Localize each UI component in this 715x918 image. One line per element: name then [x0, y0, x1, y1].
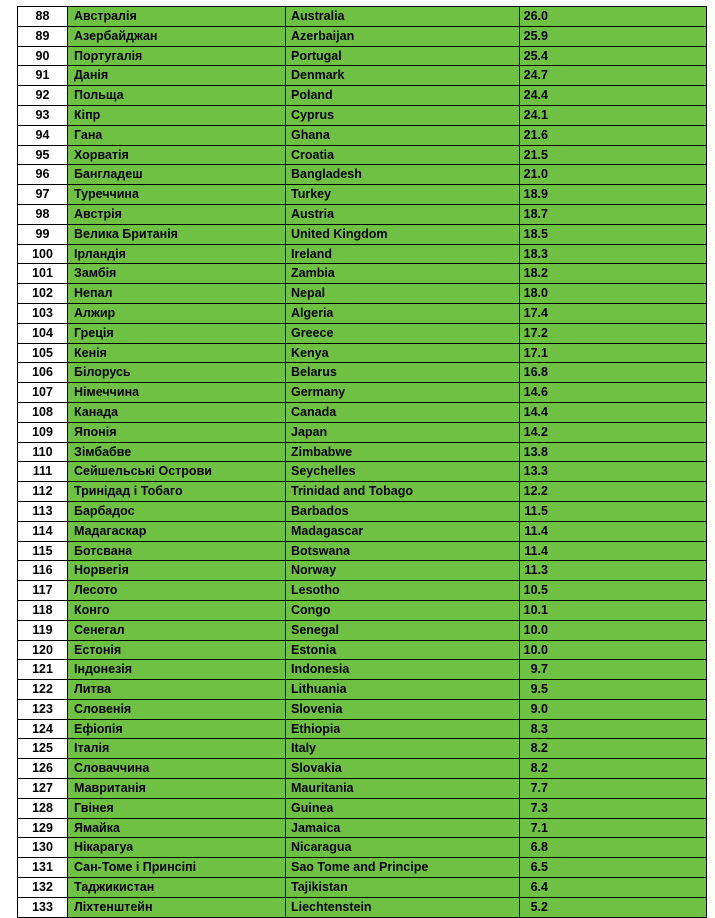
cell-value: 11.4 [520, 541, 707, 561]
cell-country-en: Liechtenstein [286, 897, 520, 917]
cell-rank: 133 [18, 897, 68, 917]
cell-rank: 111 [18, 462, 68, 482]
cell-rank: 89 [18, 26, 68, 46]
cell-country-en: Indonesia [286, 660, 520, 680]
cell-value: 17.4 [520, 303, 707, 323]
cell-value: 18.5 [520, 224, 707, 244]
cell-country-en: Nicaragua [286, 838, 520, 858]
table-row [18, 581, 707, 601]
table-row [18, 878, 707, 898]
cell-value: 6.5 [520, 858, 707, 878]
cell-country-en: Italy [286, 739, 520, 759]
cell-country-uk: Сейшельські Острови [68, 462, 286, 482]
cell-country-en: Australia [286, 7, 520, 27]
table-row [18, 284, 707, 304]
cell-country-uk: Непал [68, 284, 286, 304]
cell-value: 9.7 [520, 660, 707, 680]
cell-country-en: Norway [286, 561, 520, 581]
cell-country-uk: Сенегал [68, 620, 286, 640]
cell-country-en: Senegal [286, 620, 520, 640]
table-row [18, 363, 707, 383]
cell-country-en: Ghana [286, 125, 520, 145]
table-row [18, 501, 707, 521]
cell-rank: 117 [18, 581, 68, 601]
cell-value: 14.6 [520, 383, 707, 403]
table-row [18, 422, 707, 442]
cell-rank: 112 [18, 482, 68, 502]
cell-rank: 90 [18, 46, 68, 66]
cell-value: 24.1 [520, 105, 707, 125]
cell-country-en: Austria [286, 204, 520, 224]
table-row [18, 442, 707, 462]
cell-country-en: Tajikistan [286, 878, 520, 898]
cell-country-en: Sao Tome and Principe [286, 858, 520, 878]
cell-rank: 130 [18, 838, 68, 858]
cell-value: 7.7 [520, 779, 707, 799]
cell-country-uk: Греція [68, 323, 286, 343]
cell-value: 18.7 [520, 204, 707, 224]
cell-country-en: Portugal [286, 46, 520, 66]
table-row [18, 323, 707, 343]
cell-rank: 114 [18, 521, 68, 541]
cell-country-uk: Кіпр [68, 105, 286, 125]
cell-rank: 127 [18, 779, 68, 799]
cell-value: 11.4 [520, 521, 707, 541]
cell-country-en: Ethiopia [286, 719, 520, 739]
cell-country-uk: Барбадос [68, 501, 286, 521]
cell-country-en: Seychelles [286, 462, 520, 482]
table-row [18, 244, 707, 264]
table-row [18, 680, 707, 700]
cell-rank: 122 [18, 680, 68, 700]
cell-value: 9.5 [520, 680, 707, 700]
cell-rank: 106 [18, 363, 68, 383]
table-row [18, 462, 707, 482]
cell-country-uk: Канада [68, 402, 286, 422]
cell-country-en: Bangladesh [286, 165, 520, 185]
table-row [18, 858, 707, 878]
cell-rank: 109 [18, 422, 68, 442]
cell-value: 12.2 [520, 482, 707, 502]
cell-value: 16.8 [520, 363, 707, 383]
cell-value: 25.9 [520, 26, 707, 46]
cell-value: 13.3 [520, 462, 707, 482]
cell-country-en: Madagascar [286, 521, 520, 541]
cell-value: 10.0 [520, 620, 707, 640]
cell-country-en: Belarus [286, 363, 520, 383]
cell-country-uk: Алжир [68, 303, 286, 323]
cell-country-en: Japan [286, 422, 520, 442]
cell-value: 6.4 [520, 878, 707, 898]
cell-country-uk: Норвегія [68, 561, 286, 581]
cell-country-uk: Туреччина [68, 185, 286, 205]
cell-country-en: Lesotho [286, 581, 520, 601]
cell-country-uk: Індонезія [68, 660, 286, 680]
cell-country-uk: Тринідад і Тобаго [68, 482, 286, 502]
cell-rank: 116 [18, 561, 68, 581]
cell-country-uk: Нікарагуа [68, 838, 286, 858]
cell-rank: 120 [18, 640, 68, 660]
cell-value: 8.2 [520, 739, 707, 759]
table-row [18, 660, 707, 680]
cell-rank: 119 [18, 620, 68, 640]
table-row [18, 779, 707, 799]
table-row [18, 759, 707, 779]
cell-country-uk: Ямайка [68, 818, 286, 838]
cell-country-en: Greece [286, 323, 520, 343]
cell-rank: 91 [18, 66, 68, 86]
table-row [18, 541, 707, 561]
cell-country-uk: Польща [68, 86, 286, 106]
cell-country-uk: Словенія [68, 699, 286, 719]
cell-country-uk: Гвінея [68, 798, 286, 818]
cell-country-uk: Зімбабве [68, 442, 286, 462]
cell-country-uk: Ботсвана [68, 541, 286, 561]
cell-value: 21.5 [520, 145, 707, 165]
table-row [18, 739, 707, 759]
table-row [18, 838, 707, 858]
table-row [18, 204, 707, 224]
cell-rank: 95 [18, 145, 68, 165]
cell-rank: 126 [18, 759, 68, 779]
table-body [18, 7, 707, 918]
cell-country-en: Zimbabwe [286, 442, 520, 462]
cell-rank: 115 [18, 541, 68, 561]
table-row [18, 620, 707, 640]
cell-country-en: Turkey [286, 185, 520, 205]
cell-country-en: Azerbaijan [286, 26, 520, 46]
cell-country-uk: Замбія [68, 264, 286, 284]
cell-country-uk: Гана [68, 125, 286, 145]
cell-country-en: Zambia [286, 264, 520, 284]
cell-value: 14.4 [520, 402, 707, 422]
cell-rank: 131 [18, 858, 68, 878]
cell-country-en: Canada [286, 402, 520, 422]
cell-rank: 102 [18, 284, 68, 304]
table-row [18, 402, 707, 422]
table-row [18, 66, 707, 86]
cell-value: 26.0 [520, 7, 707, 27]
table-row [18, 818, 707, 838]
cell-rank: 121 [18, 660, 68, 680]
cell-value: 6.8 [520, 838, 707, 858]
table-row [18, 699, 707, 719]
cell-rank: 132 [18, 878, 68, 898]
cell-value: 18.2 [520, 264, 707, 284]
cell-rank: 100 [18, 244, 68, 264]
cell-country-uk: Ефіопія [68, 719, 286, 739]
table-row [18, 383, 707, 403]
cell-country-uk: Лесото [68, 581, 286, 601]
cell-country-uk: Кенія [68, 343, 286, 363]
cell-value: 24.7 [520, 66, 707, 86]
cell-value: 13.8 [520, 442, 707, 462]
cell-country-en: United Kingdom [286, 224, 520, 244]
cell-country-uk: Словаччина [68, 759, 286, 779]
table-row [18, 46, 707, 66]
table-row [18, 224, 707, 244]
cell-value: 7.1 [520, 818, 707, 838]
cell-country-uk: Велика Британія [68, 224, 286, 244]
cell-country-uk: Хорватія [68, 145, 286, 165]
cell-rank: 98 [18, 204, 68, 224]
cell-rank: 105 [18, 343, 68, 363]
cell-country-en: Estonia [286, 640, 520, 660]
cell-country-uk: Азербайджан [68, 26, 286, 46]
cell-country-uk: Мадагаскар [68, 521, 286, 541]
table-row [18, 26, 707, 46]
cell-rank: 96 [18, 165, 68, 185]
table-row [18, 264, 707, 284]
cell-country-uk: Австралія [68, 7, 286, 27]
cell-rank: 118 [18, 600, 68, 620]
cell-country-uk: Японія [68, 422, 286, 442]
cell-rank: 113 [18, 501, 68, 521]
cell-rank: 129 [18, 818, 68, 838]
cell-country-en: Ireland [286, 244, 520, 264]
cell-country-en: Nepal [286, 284, 520, 304]
cell-rank: 93 [18, 105, 68, 125]
cell-country-en: Congo [286, 600, 520, 620]
table-row [18, 798, 707, 818]
table-row [18, 897, 707, 917]
cell-value: 18.3 [520, 244, 707, 264]
cell-rank: 110 [18, 442, 68, 462]
table-row [18, 482, 707, 502]
cell-country-en: Lithuania [286, 680, 520, 700]
cell-country-en: Slovenia [286, 699, 520, 719]
cell-rank: 97 [18, 185, 68, 205]
table-row [18, 145, 707, 165]
cell-value: 10.1 [520, 600, 707, 620]
cell-value: 8.2 [520, 759, 707, 779]
cell-country-uk: Португалія [68, 46, 286, 66]
cell-value: 5.2 [520, 897, 707, 917]
cell-country-en: Slovakia [286, 759, 520, 779]
cell-country-uk: Сан-Томе і Принсіпі [68, 858, 286, 878]
cell-value: 25.4 [520, 46, 707, 66]
cell-country-en: Algeria [286, 303, 520, 323]
cell-country-en: Trinidad and Tobago [286, 482, 520, 502]
cell-rank: 107 [18, 383, 68, 403]
table-row [18, 561, 707, 581]
table-row [18, 719, 707, 739]
cell-value: 11.3 [520, 561, 707, 581]
cell-value: 18.0 [520, 284, 707, 304]
cell-country-uk: Німеччина [68, 383, 286, 403]
cell-value: 11.5 [520, 501, 707, 521]
cell-value: 10.5 [520, 581, 707, 601]
cell-rank: 108 [18, 402, 68, 422]
cell-rank: 104 [18, 323, 68, 343]
cell-rank: 128 [18, 798, 68, 818]
table-row [18, 185, 707, 205]
cell-country-en: Botswana [286, 541, 520, 561]
cell-country-uk: Австрія [68, 204, 286, 224]
cell-value: 21.0 [520, 165, 707, 185]
cell-country-en: Kenya [286, 343, 520, 363]
table-row [18, 165, 707, 185]
cell-country-en: Jamaica [286, 818, 520, 838]
cell-value: 14.2 [520, 422, 707, 442]
cell-country-uk: Литва [68, 680, 286, 700]
table-row [18, 600, 707, 620]
cell-country-uk: Мавританія [68, 779, 286, 799]
table-row [18, 86, 707, 106]
cell-rank: 123 [18, 699, 68, 719]
cell-country-uk: Данія [68, 66, 286, 86]
table-row [18, 125, 707, 145]
cell-rank: 103 [18, 303, 68, 323]
cell-country-uk: Бангладеш [68, 165, 286, 185]
cell-value: 18.9 [520, 185, 707, 205]
cell-value: 9.0 [520, 699, 707, 719]
cell-country-en: Croatia [286, 145, 520, 165]
table-row [18, 343, 707, 363]
cell-rank: 88 [18, 7, 68, 27]
cell-country-uk: Італія [68, 739, 286, 759]
cell-country-uk: Конго [68, 600, 286, 620]
cell-rank: 99 [18, 224, 68, 244]
cell-country-uk: Білорусь [68, 363, 286, 383]
table-row [18, 105, 707, 125]
cell-country-en: Barbados [286, 501, 520, 521]
table-row [18, 303, 707, 323]
cell-country-en: Guinea [286, 798, 520, 818]
cell-country-uk: Ірландія [68, 244, 286, 264]
cell-country-en: Denmark [286, 66, 520, 86]
cell-rank: 125 [18, 739, 68, 759]
table-row [18, 521, 707, 541]
cell-country-uk: Естонія [68, 640, 286, 660]
cell-rank: 94 [18, 125, 68, 145]
cell-rank: 124 [18, 719, 68, 739]
cell-value: 10.0 [520, 640, 707, 660]
cell-value: 7.3 [520, 798, 707, 818]
cell-value: 24.4 [520, 86, 707, 106]
cell-country-en: Germany [286, 383, 520, 403]
country-ranking-table [17, 6, 707, 918]
cell-value: 21.6 [520, 125, 707, 145]
cell-country-uk: Ліхтенштейн [68, 897, 286, 917]
cell-country-en: Mauritania [286, 779, 520, 799]
cell-country-en: Poland [286, 86, 520, 106]
cell-country-uk: Таджикистан [68, 878, 286, 898]
cell-country-en: Cyprus [286, 105, 520, 125]
table-row [18, 7, 707, 27]
table-row [18, 640, 707, 660]
cell-rank: 101 [18, 264, 68, 284]
cell-rank: 92 [18, 86, 68, 106]
cell-value: 17.2 [520, 323, 707, 343]
cell-value: 8.3 [520, 719, 707, 739]
cell-value: 17.1 [520, 343, 707, 363]
